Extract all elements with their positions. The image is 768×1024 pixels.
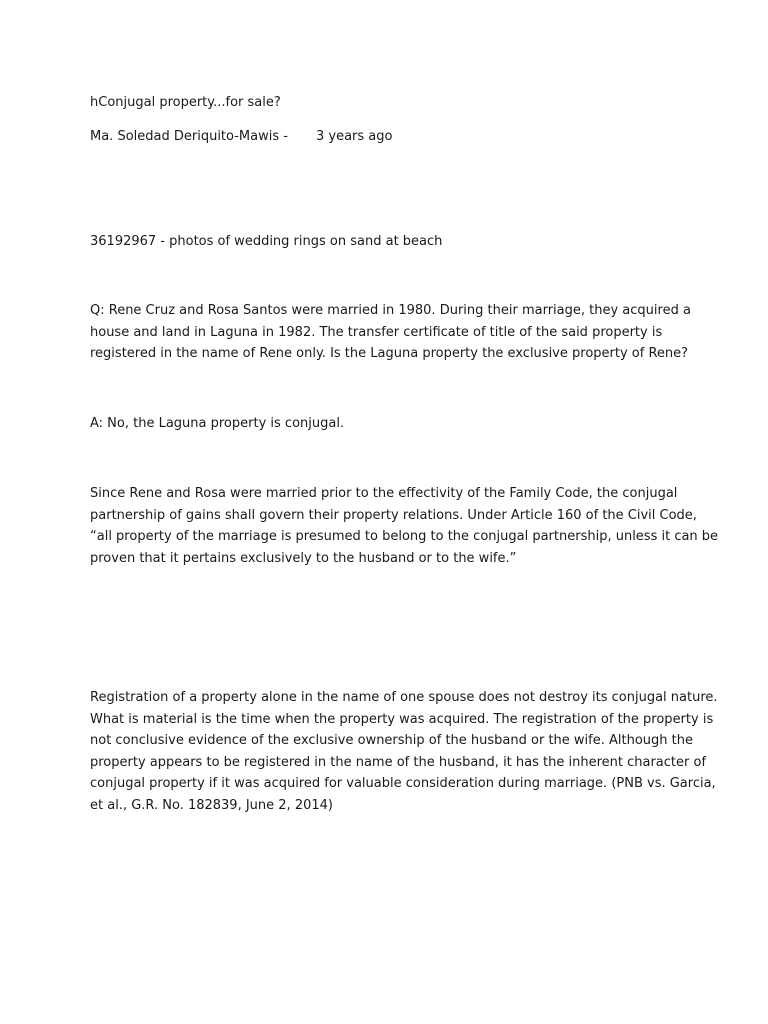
paragraph-line: et al., G.R. No. 182839, June 2, 2014) <box>90 797 333 813</box>
explanation-paragraph <box>90 483 719 569</box>
question-paragraph <box>90 300 690 365</box>
registration-paragraph <box>90 687 718 816</box>
question-line: house and land in Laguna in 1982. The transfer certificate of title of the said property is <box>90 324 663 340</box>
author-name: Ma. Soledad Deriquito-Mawis - <box>90 129 288 144</box>
paragraph-line: partnership of gains shall govern their property relations. Under Article 160 of the Civil Code, <box>90 507 697 523</box>
question-line: registered in the name of Rene only. Is the Laguna property the exclusive property of Rene? <box>90 346 689 361</box>
paragraph-line: “all property of the marriage is presumed to belong to the conjugal partnership, unless it can be <box>90 529 719 544</box>
document-title: hConjugal property...for sale? <box>90 95 281 110</box>
paragraph-line: Registration of a property alone in the name of one spouse does not destroy its conjugal nature. <box>90 690 718 705</box>
paragraph-line: What is material is the time when the property was acquired. The registration of the property is <box>90 711 714 727</box>
paragraph-line: proven that it pertains exclusively to the husband or to the wife.” <box>90 550 517 566</box>
question-line: Q: Rene Cruz and Rosa Santos were married in 1980. During their marriage, they acquired a <box>90 303 691 318</box>
paragraph-line: property appears to be registered in the name of the husband, it has the inherent character of <box>90 754 707 770</box>
post-time: 3 years ago <box>316 129 393 144</box>
image-caption: 36192967 - photos of wedding rings on sand at beach <box>90 234 443 249</box>
paragraph-line: Since Rene and Rosa were married prior to the effectivity of the Family Code, the conjugal <box>90 486 678 501</box>
answer-line: A: No, the Laguna property is conjugal. <box>90 416 345 431</box>
paragraph-line: not conclusive evidence of the exclusive ownership of the husband or the wife. Although the <box>90 733 693 748</box>
paragraph-line: conjugal property if it was acquired for valuable consideration during marriage. (PNB vs. Garcia, <box>90 776 716 791</box>
byline <box>90 129 490 147</box>
